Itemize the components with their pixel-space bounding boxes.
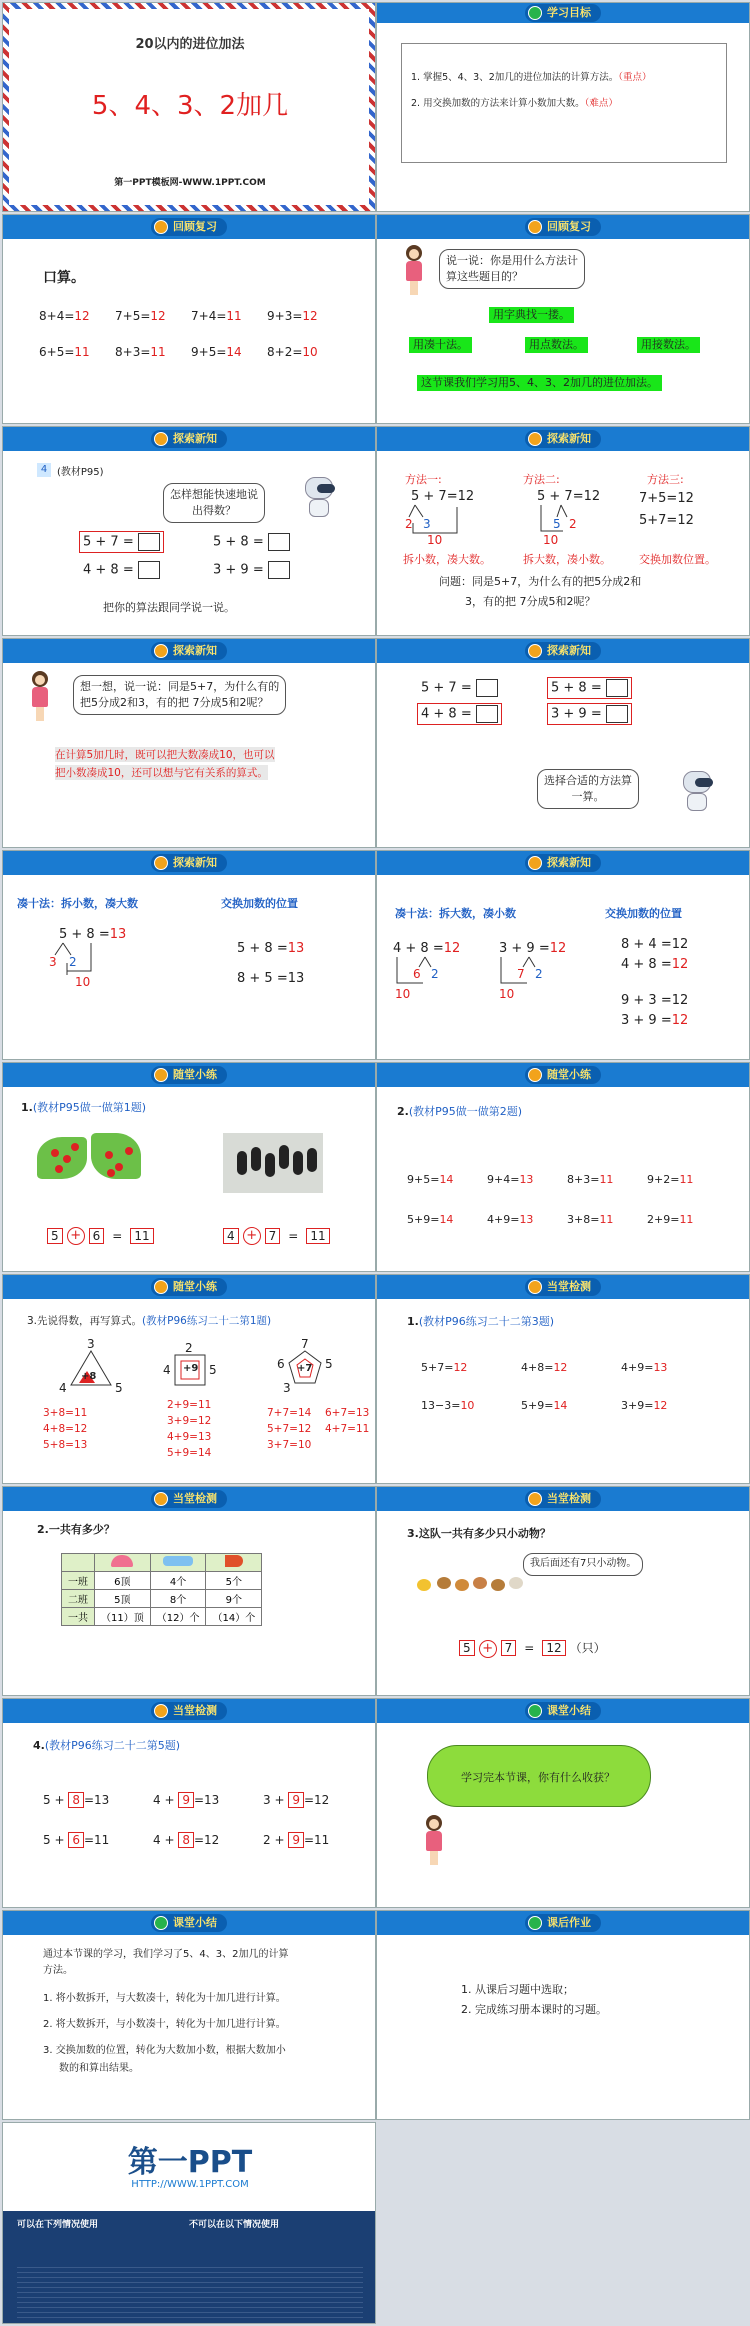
slide-header: 探索新知 (377, 427, 749, 451)
slide-header: 当堂检测 (377, 1275, 749, 1299)
equation: 6+5=11 (39, 345, 90, 359)
sq-left: 4 (163, 1363, 171, 1377)
slide-header: 随堂小练 (3, 1063, 375, 1087)
fill-blank-cell: 4 + 9 =13 (153, 1793, 220, 1807)
exercise-title: 1.(教材P96练习二十二第3题) (407, 1315, 555, 1328)
homework-icon (528, 1916, 542, 1930)
robot-bubble: 选择合适的方法算 一算。 (537, 769, 639, 809)
hat-icon (95, 1554, 151, 1572)
answer-box: 7 (265, 1228, 281, 1244)
split-2: 2 (431, 967, 439, 981)
equation: 4+9=13 (621, 1361, 668, 1374)
question-bubble: 说一说：你是用什么方法计 算这些题目的？ (439, 249, 585, 289)
ten-2: 10 (499, 987, 515, 1001)
equation: 8+3=11 (115, 345, 166, 359)
ten-2: 10 (543, 533, 559, 547)
sq-center: +9 (183, 1363, 199, 1374)
eq-4-8: 4 + 8 =12 (393, 941, 461, 956)
discuss-prompt: 把你的算法跟同学说一说。 (103, 601, 235, 614)
conclusion-1: 在计算5加几时，既可以把大数凑成10，也可以 (55, 749, 275, 761)
expr-5-8: 5 + 8 = (213, 533, 290, 551)
equation: 8+3=11 (567, 1173, 614, 1186)
check-icon (154, 1704, 168, 1718)
summary-point-3b: 数的和算出结果。 (59, 2063, 139, 2074)
question-1: 问题：同是5+7，为什么有的把5分成2和 (439, 575, 642, 588)
heading-swap: 交换加数的位置 (221, 897, 298, 910)
review-icon (154, 220, 168, 234)
answer-line: 7+7=14 (267, 1407, 312, 1419)
slide-explore-4 (376, 638, 750, 848)
slide-explore-1 (2, 426, 376, 636)
practice-icon (528, 1068, 542, 1082)
exercise-title: 3.这队一共有多少只小动物？ (407, 1527, 551, 1540)
expr-5-8: 5 + 8 = (547, 677, 632, 699)
check-icon (528, 1280, 542, 1294)
answer-a (43, 1227, 158, 1245)
swap-eq-1: 8 + 4 =12 (621, 937, 689, 952)
swap-eq-1: 7+5=12 (639, 491, 694, 506)
cloud-text: 学习完本节课，你有什么收获？ (461, 1771, 615, 1784)
slide-header: 当堂检测 (377, 1487, 749, 1511)
pent-bottom-left: 3 (283, 1381, 291, 1395)
answer-line: 3+9=12 (167, 1415, 212, 1427)
summary-point-3a: 3. 交换加数的位置，转化为大数加小数，根据大数加小 (43, 2045, 286, 2056)
plus-circle: + (67, 1227, 85, 1245)
check-icon (528, 1492, 542, 1506)
split-3: 3 (49, 955, 57, 969)
answer-box: 5 (47, 1228, 63, 1244)
equation: 9+4=13 (487, 1173, 534, 1186)
equation: 7+5=12 (115, 309, 166, 323)
eq-5-8: 5 + 8 =13 (59, 927, 127, 942)
slide-explore-2 (376, 426, 750, 636)
homework-1: 1. 从课后习题中选取； (461, 1983, 574, 1996)
teacher-girl (403, 245, 425, 295)
ppt-logo: 第一PPT (127, 2145, 253, 2180)
summary-line-1: 通过本节课的学习，我们学习了5、4、3、2加几的计算 (43, 1949, 289, 1960)
sq-right: 5 (209, 1363, 217, 1377)
answer-line: 5+7=12 (267, 1423, 312, 1435)
ten-1: 10 (395, 987, 411, 1001)
method-counting-on: 用接数法。 (637, 337, 700, 353)
desc-3: 交换加数位置。 (639, 553, 716, 566)
summary-icon (154, 1916, 168, 1930)
slide-header: 探索新知 (377, 851, 749, 875)
method-1-label: 方法一: (405, 473, 442, 486)
usage-forbidden: 不可以在以下情况使用 (189, 2220, 280, 2230)
equation: 8+4=12 (39, 309, 90, 323)
fill-blank-cell: 4 + 8 =12 (153, 1833, 220, 1847)
animal-bubble: 我后面还有7只小动物。 (523, 1553, 643, 1576)
expr-3-9: 3 + 9 = (213, 561, 290, 579)
summary-icon (528, 1704, 542, 1718)
goal-icon (528, 6, 542, 20)
split-3: 3 (423, 517, 431, 531)
expr-5-7: 5 + 7 = (79, 531, 164, 553)
check-icon (154, 1492, 168, 1506)
table-row: 二班 5顶 8个 9个 (62, 1590, 262, 1608)
equation: 2+9=11 (647, 1213, 694, 1226)
slide-header: 课堂小结 (377, 1699, 749, 1723)
slide-summary-2 (2, 1910, 376, 2120)
method-counting: 用点数法。 (525, 337, 588, 353)
pent-left: 6 (277, 1357, 285, 1371)
expr-3-9: 3 + 9 = (547, 703, 632, 725)
book-ref: (教材P95) (57, 467, 104, 478)
tri-center: +8 (81, 1371, 97, 1382)
slide-goals (376, 2, 750, 212)
equation: 9+3=12 (267, 309, 318, 323)
goal-1: 1. 掌握5、4、3、2加几的进位加法的计算方法。（重点） (411, 72, 652, 83)
method-2-label: 方法二: (523, 473, 560, 486)
slide-header: 探索新知 (3, 639, 375, 663)
equation: 4+8=12 (521, 1361, 568, 1374)
swap-eq-1: 5 + 8 =13 (237, 941, 305, 956)
answer-line: 4+7=11 (325, 1423, 370, 1435)
slide-homework (376, 1910, 750, 2120)
answer-line: 4+9=13 (167, 1431, 212, 1443)
slide-check-2 (2, 1486, 376, 1696)
slide-header: 回顾复习 (3, 215, 375, 239)
slide-review-2 (376, 214, 750, 424)
exercise-title: 2.(教材P95做一做第2题) (397, 1105, 523, 1118)
split-2: 2 (69, 955, 77, 969)
slide-check-1 (376, 1274, 750, 1484)
split-lines (3, 851, 376, 1060)
conclusion-2: 把小数凑成10，还可以想与它有关系的算式。 (55, 767, 268, 779)
equation: 4+9=13 (487, 1213, 534, 1226)
method-dictionary: 用字典找一搂。 (489, 307, 574, 323)
items-table (61, 1553, 262, 1626)
heading-make-ten: 凑十法：拆大数，凑小数 (395, 907, 516, 920)
slide-header: 探索新知 (377, 639, 749, 663)
slide-practice-2 (376, 1062, 750, 1272)
equation: 5+7=12 (421, 1361, 468, 1374)
equals-sign: = (524, 1641, 535, 1655)
answer-line: 4+8=12 (43, 1423, 88, 1435)
unit-label: （只） (569, 1641, 606, 1655)
slide-explore-5 (2, 850, 376, 1060)
lesson-series: 20以内的进位加法 (135, 37, 245, 52)
answer (455, 1639, 606, 1658)
problem-number: 4 (37, 463, 51, 477)
question-2: 3，有的把 7分成5和2呢？ (465, 595, 596, 608)
swap-eq-3: 9 + 3 =12 (621, 993, 689, 1008)
slide-check-3 (376, 1486, 750, 1696)
eq-method-2: 5 + 7=12 (537, 489, 601, 504)
eq-3-9: 3 + 9 =12 (499, 941, 567, 956)
practice-icon (154, 1068, 168, 1082)
review-icon (528, 220, 542, 234)
plus-circle: + (479, 1640, 497, 1658)
expr-5-7: 5 + 7 = (421, 679, 498, 697)
answer-line: 5+9=14 (167, 1447, 212, 1459)
slide-summary-1 (376, 1698, 750, 1908)
fill-blank-cell: 3 + 9 =12 (263, 1793, 330, 1807)
teacher-girl (29, 671, 51, 721)
answer-box: 11 (130, 1228, 153, 1244)
exercise-title: 3.先说得数，再写算式。(教材P96练习二十二第1题) (27, 1315, 272, 1327)
equation: 5+9=14 (407, 1213, 454, 1226)
think-bubble: 想一想，说一说：同是5+7，为什么有的 把5分成2和3，有的把 7分成5和2呢？ (73, 675, 286, 715)
answer-box: 4 (223, 1228, 239, 1244)
robot-bubble: 怎样想能快速地说 出得数？ (163, 483, 265, 523)
ppt-url: HTTP://WWW.1PPT.COM (131, 2179, 249, 2190)
ad-links (17, 2263, 363, 2319)
oral-calc-label: 口算。 (43, 270, 85, 286)
equation: 8+2=10 (267, 345, 318, 359)
slide-header: 随堂小练 (377, 1063, 749, 1087)
summary-point-2: 2. 将大数拆开，与小数凑十，转化为十加几进行计算。 (43, 2019, 286, 2030)
slide-practice-1 (2, 1062, 376, 1272)
equals-sign: = (288, 1228, 299, 1243)
slide-header: 课后作业 (377, 1911, 749, 1935)
answer-line: 2+9=11 (167, 1399, 212, 1411)
ladybug-leaves-image (37, 1133, 141, 1185)
equation: 3+9=12 (621, 1399, 668, 1412)
table-row: 一班 6顶 4个 5个 (62, 1572, 262, 1590)
answer-line: 6+7=13 (325, 1407, 370, 1419)
desc-2: 拆大数，凑小数。 (523, 553, 611, 566)
explore-icon (154, 432, 168, 446)
method-make-ten: 用凑十法。 (409, 337, 472, 353)
lesson-intro: 这节课我们学习用5、4、3、2加几的进位加法。 (417, 375, 662, 391)
usage-allowed: 可以在下列情况使用 (17, 2220, 99, 2230)
penguins-image (223, 1133, 323, 1193)
equation: 7+4=11 (191, 309, 242, 323)
slide-header: 回顾复习 (377, 215, 749, 239)
explore-icon (154, 644, 168, 658)
slide-template-ad (2, 2122, 376, 2324)
slide-header: 当堂检测 (3, 1699, 375, 1723)
trumpet-icon (206, 1554, 262, 1572)
tri-left: 4 (59, 1381, 67, 1395)
heading-make-ten: 凑十法：拆小数，凑大数 (17, 897, 138, 910)
pent-center: +7 (297, 1363, 313, 1374)
template-footer: 第一PPT模板网-WWW.1PPT.COM (114, 178, 266, 188)
table-row: 一共 （11）顶 （12）个 （14）个 (62, 1608, 262, 1626)
swap-eq-2: 4 + 8 =12 (621, 957, 689, 972)
lesson-title: 5、4、3、2加几 (91, 91, 289, 121)
answer-box: 5 (459, 1640, 475, 1656)
equation: 9+5=14 (191, 345, 242, 359)
split-6: 6 (413, 967, 421, 981)
expr-4-8: 4 + 8 = (83, 561, 160, 579)
robot (677, 771, 717, 815)
equals-sign: = (112, 1228, 123, 1243)
pent-right: 5 (325, 1357, 333, 1371)
slide-header: 学习目标 (377, 3, 749, 23)
fill-blank-cell: 2 + 9 =11 (263, 1833, 330, 1847)
swap-eq-4: 3 + 9 =12 (621, 1013, 689, 1028)
slide-explore-6 (376, 850, 750, 1060)
homework-2: 2. 完成练习册本课时的习题。 (461, 2003, 607, 2016)
goal-2: 2. 用交换加数的方法来计算小数加大数。（难点） (411, 98, 618, 109)
equation: 9+5=14 (407, 1173, 454, 1186)
slide-header: 探索新知 (3, 851, 375, 875)
robot (299, 477, 339, 521)
ten-1: 10 (427, 533, 443, 547)
pent-top: 7 (301, 1337, 309, 1351)
slide-title (2, 2, 376, 212)
split-7: 7 (517, 967, 525, 981)
plus-circle: + (243, 1227, 261, 1245)
slide-review-1 (2, 214, 376, 424)
pencilbox-icon (150, 1554, 206, 1572)
heading-swap: 交换加数的位置 (605, 907, 682, 920)
slide-explore-3 (2, 638, 376, 848)
answer-box: 12 (542, 1640, 565, 1656)
exercise-title: 1.(教材P95做一做第1题) (21, 1101, 147, 1114)
equation: 3+8=11 (567, 1213, 614, 1226)
equation: 9+2=11 (647, 1173, 694, 1186)
split-2b: 2 (535, 967, 543, 981)
sq-top: 2 (185, 1341, 193, 1355)
split-5: 5 (553, 517, 561, 531)
slide-header: 当堂检测 (3, 1487, 375, 1511)
answer-line: 3+7=10 (267, 1439, 312, 1451)
desc-1: 拆小数，凑大数。 (403, 553, 491, 566)
tri-right: 5 (115, 1381, 123, 1395)
answer-line: 5+8=13 (43, 1439, 88, 1451)
equation: 5+9=14 (521, 1399, 568, 1412)
teacher-girl (423, 1815, 445, 1865)
answer-box: 11 (306, 1228, 329, 1244)
answer-b (219, 1227, 334, 1245)
swap-eq-2: 5+7=12 (639, 513, 694, 528)
slide-header: 课堂小结 (3, 1911, 375, 1935)
fill-blank-cell: 5 + 8 =13 (43, 1793, 110, 1807)
tri-top: 3 (87, 1337, 95, 1351)
slide-check-4 (2, 1698, 376, 1908)
swap-eq-2: 8 + 5 =13 (237, 971, 305, 986)
method-3-label: 方法三: (647, 473, 684, 486)
exercise-title: 2.一共有多少？ (37, 1523, 115, 1536)
answer-line: 3+8=11 (43, 1407, 88, 1419)
split-2b: 2 (569, 517, 577, 531)
split-2: 2 (405, 517, 413, 531)
animals-image (417, 1571, 517, 1597)
slide-header: 随堂小练 (3, 1275, 375, 1299)
answer-box: 6 (89, 1228, 105, 1244)
explore-icon (528, 644, 542, 658)
fill-blank-cell: 5 + 6 =11 (43, 1833, 110, 1847)
exercise-title: 4.(教材P96练习二十二第5题) (33, 1739, 181, 1752)
ten: 10 (75, 975, 91, 989)
expr-4-8: 4 + 8 = (417, 703, 502, 725)
equation: 13−3=10 (421, 1399, 475, 1412)
summary-line-2: 方法。 (43, 1965, 73, 1976)
slide-practice-3 (2, 1274, 376, 1484)
split-lines (377, 851, 750, 1060)
summary-point-1: 1. 将小数拆开，与大数凑十，转化为十加几进行计算。 (43, 1993, 286, 2004)
slide-header: 探索新知 (3, 427, 375, 451)
answer-box: 7 (501, 1640, 517, 1656)
eq-method-1: 5 + 7=12 (411, 489, 475, 504)
